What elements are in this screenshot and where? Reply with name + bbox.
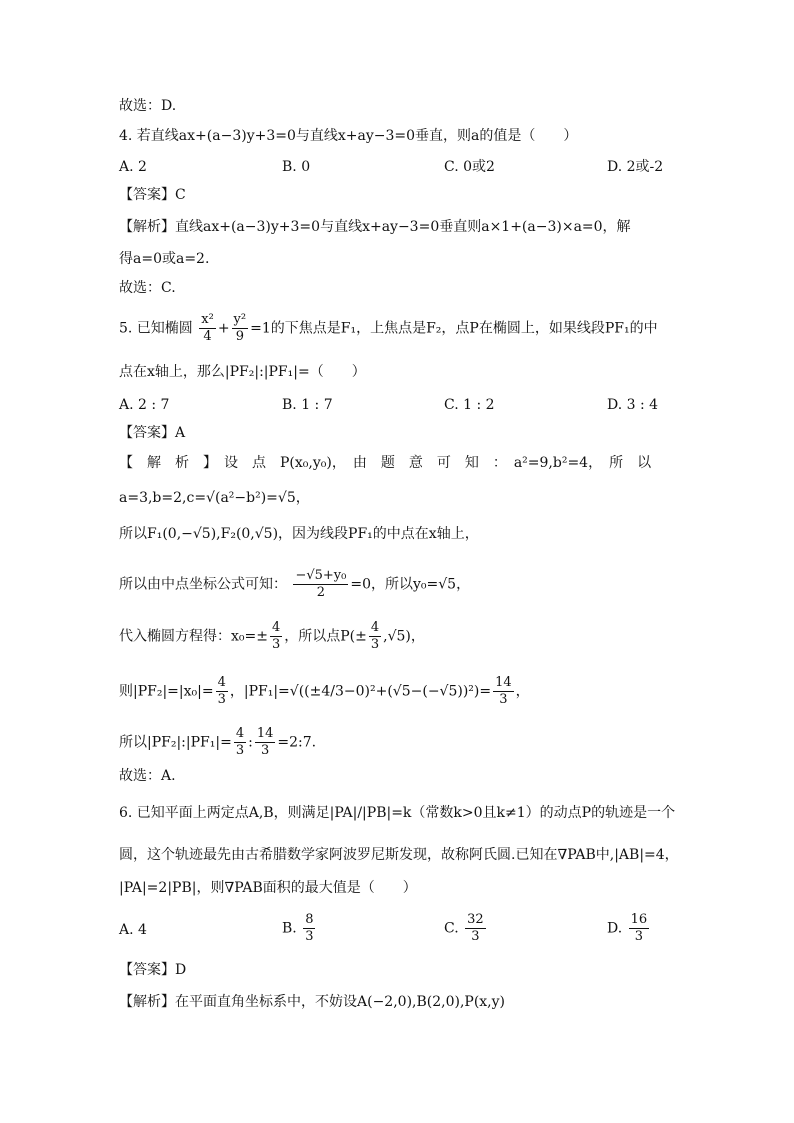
question-6: 6. 已知平面上两定点A,B，则满足|PA|/|PB|=k（常数k>0且k≠1）的动点P的轨迹是一个: [119, 805, 676, 821]
fraction: [493, 675, 514, 708]
text: =1的下焦点是F₁，上焦点是F₂，点P在椭圆上，如果线段PF₁的中: [250, 320, 658, 337]
numerator: 4: [271, 620, 281, 635]
explanation-line: 得a=0或a=2.: [119, 251, 210, 267]
text: =0，所以y₀=√5，: [350, 576, 471, 593]
denominator: 9: [235, 329, 244, 344]
text: C.: [444, 920, 459, 937]
text: 则|PF₂|=|x₀|=: [119, 683, 214, 700]
question-5-line2: 点在x轴上，那么|PF₂|:|PF₁|=（ ）: [119, 364, 366, 380]
numerator: x²: [201, 312, 214, 327]
selection-line: 故选：A.: [119, 768, 176, 784]
fraction: [234, 726, 246, 759]
explanation-line: 【解析】直线ax+(a−3)y+3=0与直线x+ay−3=0垂直则a×1+(a−3)×a=0，解: [119, 219, 631, 235]
question-6-line3: |PA|=2|PB|，则∇PAB面积的最大值是（ ）: [119, 880, 417, 896]
fraction: [303, 912, 315, 945]
denominator: 3: [634, 929, 644, 944]
fraction: [270, 620, 282, 653]
numerator: 14: [495, 675, 512, 690]
denominator: 4: [203, 329, 212, 344]
explanation-line: 【 解 析 】 设 点 P(x₀,y₀)， 由 题 意 可 知 ： a²=9,b²=4， 所 以: [119, 455, 652, 471]
text: 所以|PF₂|:|PF₁|=: [119, 734, 232, 751]
numerator: 4: [235, 726, 245, 741]
option-d: D. 2或-2: [607, 159, 664, 175]
explanation-line: 【解析】在平面直角坐标系中，不妨设A(−2,0),B(2,0),P(x,y): [119, 994, 506, 1010]
fraction: [369, 620, 381, 653]
answer: 【答案】A: [119, 425, 186, 441]
denominator: 3: [260, 743, 270, 758]
text: 代入椭圆方程得：x₀=±: [119, 628, 268, 645]
fraction: [293, 568, 348, 601]
explanation-line: 所以F₁(0,−√5),F₂(0,√5)，因为线段PF₁的中点在x轴上，: [119, 526, 479, 542]
fraction: [629, 912, 650, 945]
denominator: 3: [370, 637, 380, 652]
numerator: 8: [305, 912, 314, 927]
option-a: A. 4: [119, 922, 147, 938]
fraction: [216, 675, 228, 708]
option-c: C. 0或2: [444, 159, 495, 175]
explanation-line: [119, 568, 470, 601]
option-b: B. 1 : 7: [282, 397, 333, 413]
text: B.: [282, 920, 297, 937]
answer: 【答案】D: [119, 962, 187, 978]
numerator: 14: [256, 726, 274, 741]
question-6-line2: 圆，这个轨迹最先由古希腊数学家阿波罗尼斯发现，故称阿氏圆.已知在∇PAB中,|AB|=4，: [119, 847, 679, 863]
denominator: 3: [271, 637, 281, 652]
text: 所以由中点坐标公式可知：: [119, 576, 287, 593]
explanation-line: 所以|PF₂|:|PF₁|= $\frac{4}{3}$ : $\frac{14}{3}$ =2:7.: [119, 726, 317, 758]
explanation-line: [119, 620, 425, 653]
fraction: [465, 912, 486, 945]
option-b: [282, 912, 317, 945]
question-4: 4. 若直线ax+(a−3)y+3=0与直线x+ay−3=0垂直，则a的值是（ ）: [119, 128, 578, 144]
numerator: 4: [217, 675, 226, 690]
denominator: 3: [305, 929, 314, 944]
option-d: D. 3 : 4: [607, 397, 659, 413]
fraction: [232, 312, 249, 345]
denominator: 3: [235, 743, 245, 758]
denominator: 3: [217, 692, 226, 707]
denominator: 3: [499, 692, 508, 707]
option-a: A. 2: [119, 159, 147, 175]
text-line: 故选：D.: [119, 98, 177, 114]
fraction: [255, 726, 276, 759]
option-a: A. 2 : 7: [119, 397, 170, 413]
text: ,√5)，: [383, 628, 425, 645]
text: =2:7.: [277, 734, 317, 751]
numerator: 32: [467, 912, 484, 927]
option-b: B. 0: [282, 159, 311, 175]
explanation-line: 则|PF₂|=|x₀|= $\frac{4}{3}$ ，|PF₁|=√((±4/3−0)²+(√5−(−√5))²)= $\frac{14}{3}$ ，: [119, 675, 530, 707]
text: ，所以点P(±: [284, 628, 367, 645]
text: 5. 已知椭圆: [119, 320, 193, 337]
option-c: [444, 912, 488, 945]
denominator: 2: [316, 585, 326, 600]
text: ，|PF₁|=√((±4/3−0)²+(√5−(−√5))²)=: [229, 683, 492, 700]
option-d: [607, 912, 651, 945]
selection-line: 故选：C.: [119, 280, 176, 296]
numerator: 4: [370, 620, 380, 635]
question-5: 5. 已知椭圆 $\frac{\text{x²}}{4}$ + $\frac{\text{y²}}{9}$ =1的下焦点是F₁，上焦点是F₂，点P在椭圆上，如果线段PF₁的中: [119, 312, 658, 344]
text: D.: [607, 920, 623, 937]
numerator: 16: [630, 912, 648, 927]
fraction: [199, 312, 216, 345]
option-c: C. 1 : 2: [444, 397, 495, 413]
denominator: 3: [471, 929, 480, 944]
answer: 【答案】C: [119, 187, 186, 203]
explanation-line: a=3,b=2,c=√(a²−b²)=√5，: [119, 490, 310, 506]
numerator: y²: [233, 312, 247, 327]
numerator: −√5+y₀: [295, 568, 347, 583]
